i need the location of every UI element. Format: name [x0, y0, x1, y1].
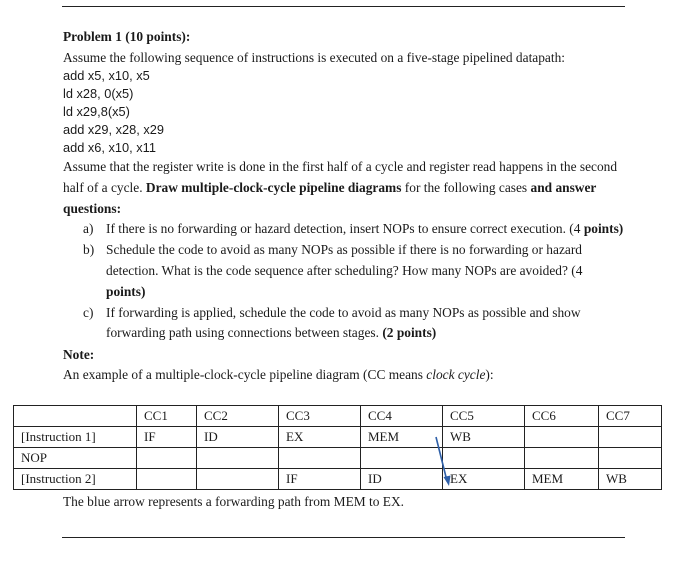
table-cell	[599, 448, 662, 469]
table-cell: WB	[599, 469, 662, 490]
code-line: ld x29,8(x5)	[63, 104, 130, 119]
assumption-and: and	[530, 179, 553, 195]
assumption-mid: for the following cases	[404, 179, 528, 195]
code-line: add x5, x10, x5	[63, 68, 150, 83]
table-cell	[525, 448, 599, 469]
problem-title: Problem 1 (10 points):	[63, 29, 191, 44]
assumption-tail: answer questions:	[63, 179, 597, 216]
table-row	[14, 427, 662, 448]
diagram-caption: The blue arrow represents a forwarding path from MEM to EX.	[63, 494, 404, 509]
table-cell: CC7	[599, 406, 662, 427]
table-cell: ID	[197, 427, 279, 448]
assumption-text: Assume that the register write is done in the first half of a cycle and register read happens in the second half of a cycle.	[63, 159, 618, 195]
table-row	[14, 448, 662, 469]
table-cell: [Instruction 1]	[14, 427, 137, 448]
table-cell: CC6	[525, 406, 599, 427]
bottom-rule	[62, 537, 625, 538]
example-italic: clock cycle	[426, 367, 486, 383]
problem-intro: Assume the following sequence of instructions is executed on a five-stage pipelined datapath:	[63, 50, 566, 65]
example-line	[63, 365, 643, 385]
example-suffix: ):	[485, 367, 494, 383]
code-listing	[63, 67, 643, 157]
question-text: Schedule the code to avoid as many NOPs as possible if there is no forwarding or hazard detection. What is the code sequence after scheduling? How many NOPs are avoided? (4	[106, 242, 583, 278]
question-item	[63, 240, 624, 302]
table-header-row	[14, 406, 662, 427]
top-rule	[62, 6, 625, 7]
table-cell	[525, 427, 599, 448]
table-cell	[361, 448, 443, 469]
table-cell: CC3	[279, 406, 361, 427]
question-text: If there is no forwarding or hazard detection, insert NOPs to ensure correct execution. (4	[106, 221, 581, 237]
table-cell: CC4	[361, 406, 443, 427]
table-cell: MEM	[361, 427, 443, 448]
table-cell	[197, 469, 279, 490]
table-cell: WB	[443, 427, 525, 448]
pipeline-diagram-table	[13, 405, 662, 490]
assumption-emphasis: Draw multiple-clock-cycle pipeline diagrams	[145, 179, 402, 195]
code-line: add x29, x28, x29	[63, 122, 165, 137]
problem-text	[63, 28, 643, 385]
question-points: (2 points)	[382, 325, 437, 341]
question-label: b)	[83, 242, 95, 258]
table-row	[14, 469, 662, 490]
question-item	[63, 219, 624, 240]
table-cell: EX	[443, 469, 525, 490]
table-cell: IF	[137, 427, 197, 448]
table-cell: EX	[279, 427, 361, 448]
table-cell: [Instruction 2]	[14, 469, 137, 490]
question-points: points)	[583, 221, 624, 237]
table-cell: CC5	[443, 406, 525, 427]
table-cell: IF	[279, 469, 361, 490]
table-cell	[443, 448, 525, 469]
table-cell: CC2	[197, 406, 279, 427]
question-text: If forwarding is applied, schedule the code to avoid as many NOPs as possible and show forwarding path using connections between stages.	[106, 304, 581, 341]
table-cell	[197, 448, 279, 469]
table-cell: CC1	[137, 406, 197, 427]
question-item	[63, 303, 624, 345]
code-line: ld x28, 0(x5)	[63, 86, 134, 101]
table-cell	[14, 406, 137, 427]
table-cell: MEM	[525, 469, 599, 490]
question-list	[63, 219, 643, 344]
assumption-paragraph	[63, 157, 623, 219]
question-points: points)	[106, 283, 146, 299]
table-cell: NOP	[14, 448, 137, 469]
question-label: c)	[83, 304, 94, 320]
table-cell	[279, 448, 361, 469]
table-cell	[137, 469, 197, 490]
table-cell	[599, 427, 662, 448]
question-label: a)	[83, 221, 94, 237]
example-prefix: An example of a multiple-clock-cycle pipeline diagram (CC means	[63, 367, 423, 383]
code-line: add x6, x10, x11	[63, 140, 156, 155]
table-cell	[137, 448, 197, 469]
table-cell: ID	[361, 469, 443, 490]
note-label: Note:	[63, 347, 95, 363]
